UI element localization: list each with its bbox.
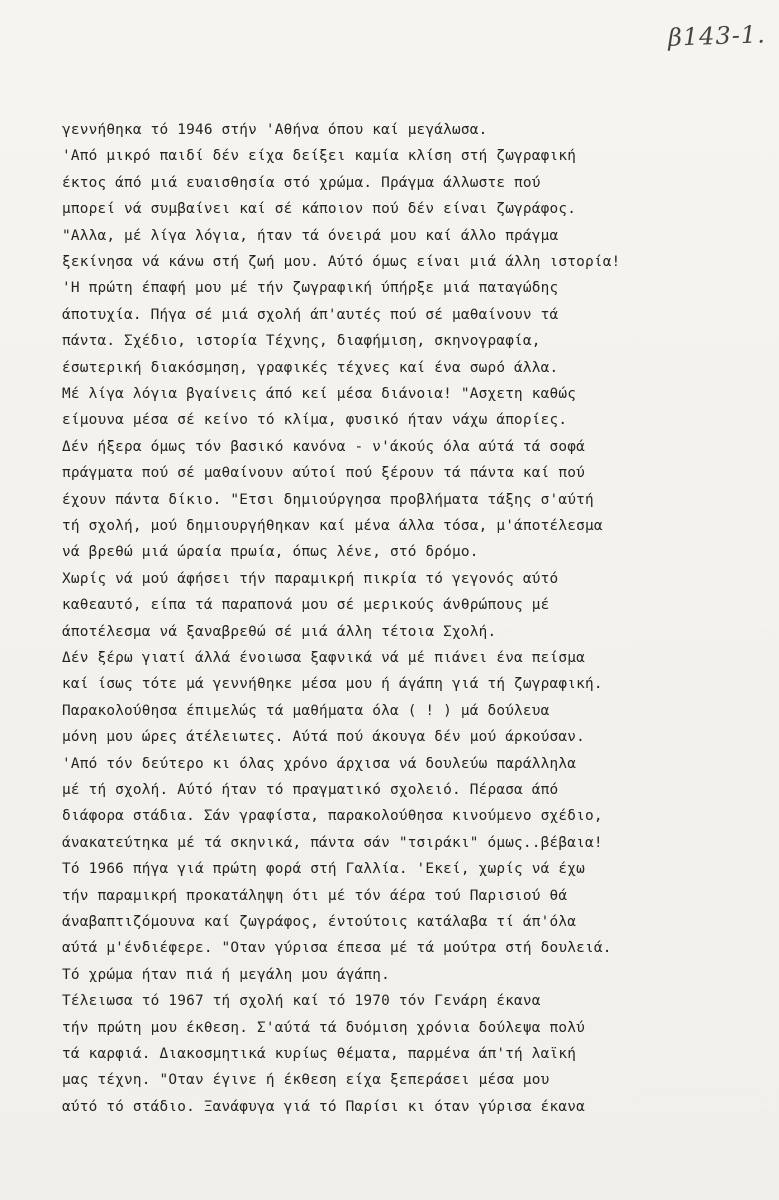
text-line: 'Από μικρό παιδί δέν είχα δείξει καμία κλίση στή ζωγραφική — [62, 148, 577, 165]
text-line: νά βρεθώ μιά ώραία πρωία, όπως λένε, στό δρόμο. — [62, 544, 479, 561]
text-line: 'Η πρώτη έπαφή μου μέ τήν ζωγραφική ύπήρξε μιά παταγώδης — [62, 280, 559, 297]
text-line: τή σχολή, μού δημιουργήθηκαν καί μένα άλλα τόσα, μ'άποτέλεσμα — [62, 518, 603, 534]
text-line: "Αλλα, μέ λίγα λόγια, ήταν τά όνειρά μου καί άλλο πράγμα — [62, 227, 559, 244]
text-line: άποτέλεσμα νά ξαναβρεθώ σέ μιά άλλη τέτοια Σχολή. — [62, 623, 497, 640]
text-line: 'Από τόν δεύτερο κι όλας χρόνο άρχισα νά δουλεύω παράλληλα — [62, 755, 577, 772]
text-line: τήν πρώτη μου έκθεση. Σ'αύτά τά δυόμιση χρόνια δούλεψα πολύ — [62, 1019, 585, 1036]
text-line: άποτυχία. Πήγα σέ μιά σχολή άπ'αυτές πού σέ μαθαίνουν τά — [62, 306, 559, 323]
handwritten-page-reference: β143-1. — [667, 20, 767, 52]
text-line: Τό 1966 πήγα γιά πρώτη φορά στή Γαλλία. 'Εκεί, χωρίς νά έχω — [62, 861, 585, 878]
text-line: αύτό τό στάδιο. Ξανάφυγα γιά τό Παρίσι κι όταν γύρισα έκανα — [62, 1098, 585, 1115]
text-line: πράγματα πού σέ μαθαίνουν αύτοί πού ξέρουν τά πάντα καί πού — [62, 465, 585, 482]
text-line: είμουνα μέσα σέ κείνο τό κλίμα, φυσικό ήταν νάχω άπορίες. — [62, 412, 568, 429]
text-line: άναβαπτιζόμουνα καί ζωγράφος, έντούτοις κατάλαβα τί άπ'όλα — [62, 914, 577, 930]
text-line: άνακατεύτηκα μέ τά σκηνικά, πάντα σάν "τσιράκι" όμως..βέβαια! — [62, 834, 603, 851]
text-line: τά καρφιά. Διακοσμητικά κυρίως θέματα, παρμένα άπ'τή λαϊκή — [62, 1046, 577, 1062]
text-line: πάντα. Σχέδιο, ιστορία Τέχνης, διαφήμιση, σκηνογραφία, — [62, 333, 541, 350]
text-line: ξεκίνησα νά κάνω στή ζωή μου. Αύτό όμως είναι μιά άλλη ιστορία! — [62, 254, 621, 270]
text-line: γεννήθηκα τό 1946 στήν 'Αθήνα όπου καί μεγάλωσα. — [62, 122, 488, 138]
text-line: διάφορα στάδια. Σάν γραφίστα, παρακολούθησα κινούμενο σχέδιο, — [62, 808, 603, 825]
text-line: Παρακολούθησα έπιμελώς τά μαθήματα όλα ( ! ) μά δούλευα — [62, 702, 550, 719]
text-line: έσωτερική διακόσμηση, γραφικές τέχνες καί ένα σωρό άλλα. — [62, 359, 559, 376]
text-line: μας τέχνη. "Οταν έγινε ή έκθεση είχα ξεπεράσει μέσα μου — [62, 1072, 550, 1089]
text-line: αύτά μ'ένδιέφερε. "Οταν γύρισα έπεσα μέ τά μούτρα στή δουλειά. — [62, 940, 612, 957]
text-line: Τό χρώμα ήταν πιά ή μεγάλη μου άγάπη. — [62, 966, 390, 983]
text-line: έχουν πάντα δίκιο. "Ετσι δημιούργησα προβλήματα τάξης σ'αύτή — [62, 491, 594, 508]
text-line: μέ τή σχολή. Αύτό ήταν τό πραγματικό σχολειό. Πέρασα άπό — [62, 782, 559, 798]
text-line: Χωρίς νά μού άφήσει τήν παραμικρή πικρία τό γεγονός αύτό — [62, 570, 559, 587]
text-line: έκτος άπό μιά ευαισθησία στό χρώμα. Πράγμα άλλωστε πού — [62, 174, 541, 191]
text-line: καί ίσως τότε μά γεννήθηκε μέσα μου ή άγάπη γιά τή ζωγραφική. — [62, 676, 603, 693]
text-line: τήν παραμικρή προκατάληψη ότι μέ τόν άέρα τού Παρισιού θά — [62, 887, 568, 904]
text-line: Μέ λίγα λόγια βγαίνεις άπό κεί μέσα διάνοια! "Ασχετη καθώς — [62, 386, 577, 402]
text-line: μπορεί νά συμβαίνει καί σέ κάποιον πού δέν είναι ζωγράφος. — [62, 201, 577, 218]
text-line: καθεαυτό, είπα τά παραπονά μου σέ μερικούς άνθρώπους μέ — [62, 597, 550, 614]
text-line: Τέλειωσα τό 1967 τή σχολή καί τό 1970 τόν Γενάρη έκανα — [62, 993, 541, 1010]
text-line: Δέν ξέρω γιατί άλλά ένοιωσα ξαφνικά νά μέ πιάνει ένα πείσμα — [62, 650, 585, 666]
text-line: Δέν ήξερα όμως τόν βασικό κανόνα - ν'άκούς όλα αύτά τά σοφά — [62, 438, 585, 455]
text-line: μόνη μου ώρες άτέλειωτες. Αύτά πού άκουγα δέν μού άρκούσαν. — [62, 729, 585, 746]
